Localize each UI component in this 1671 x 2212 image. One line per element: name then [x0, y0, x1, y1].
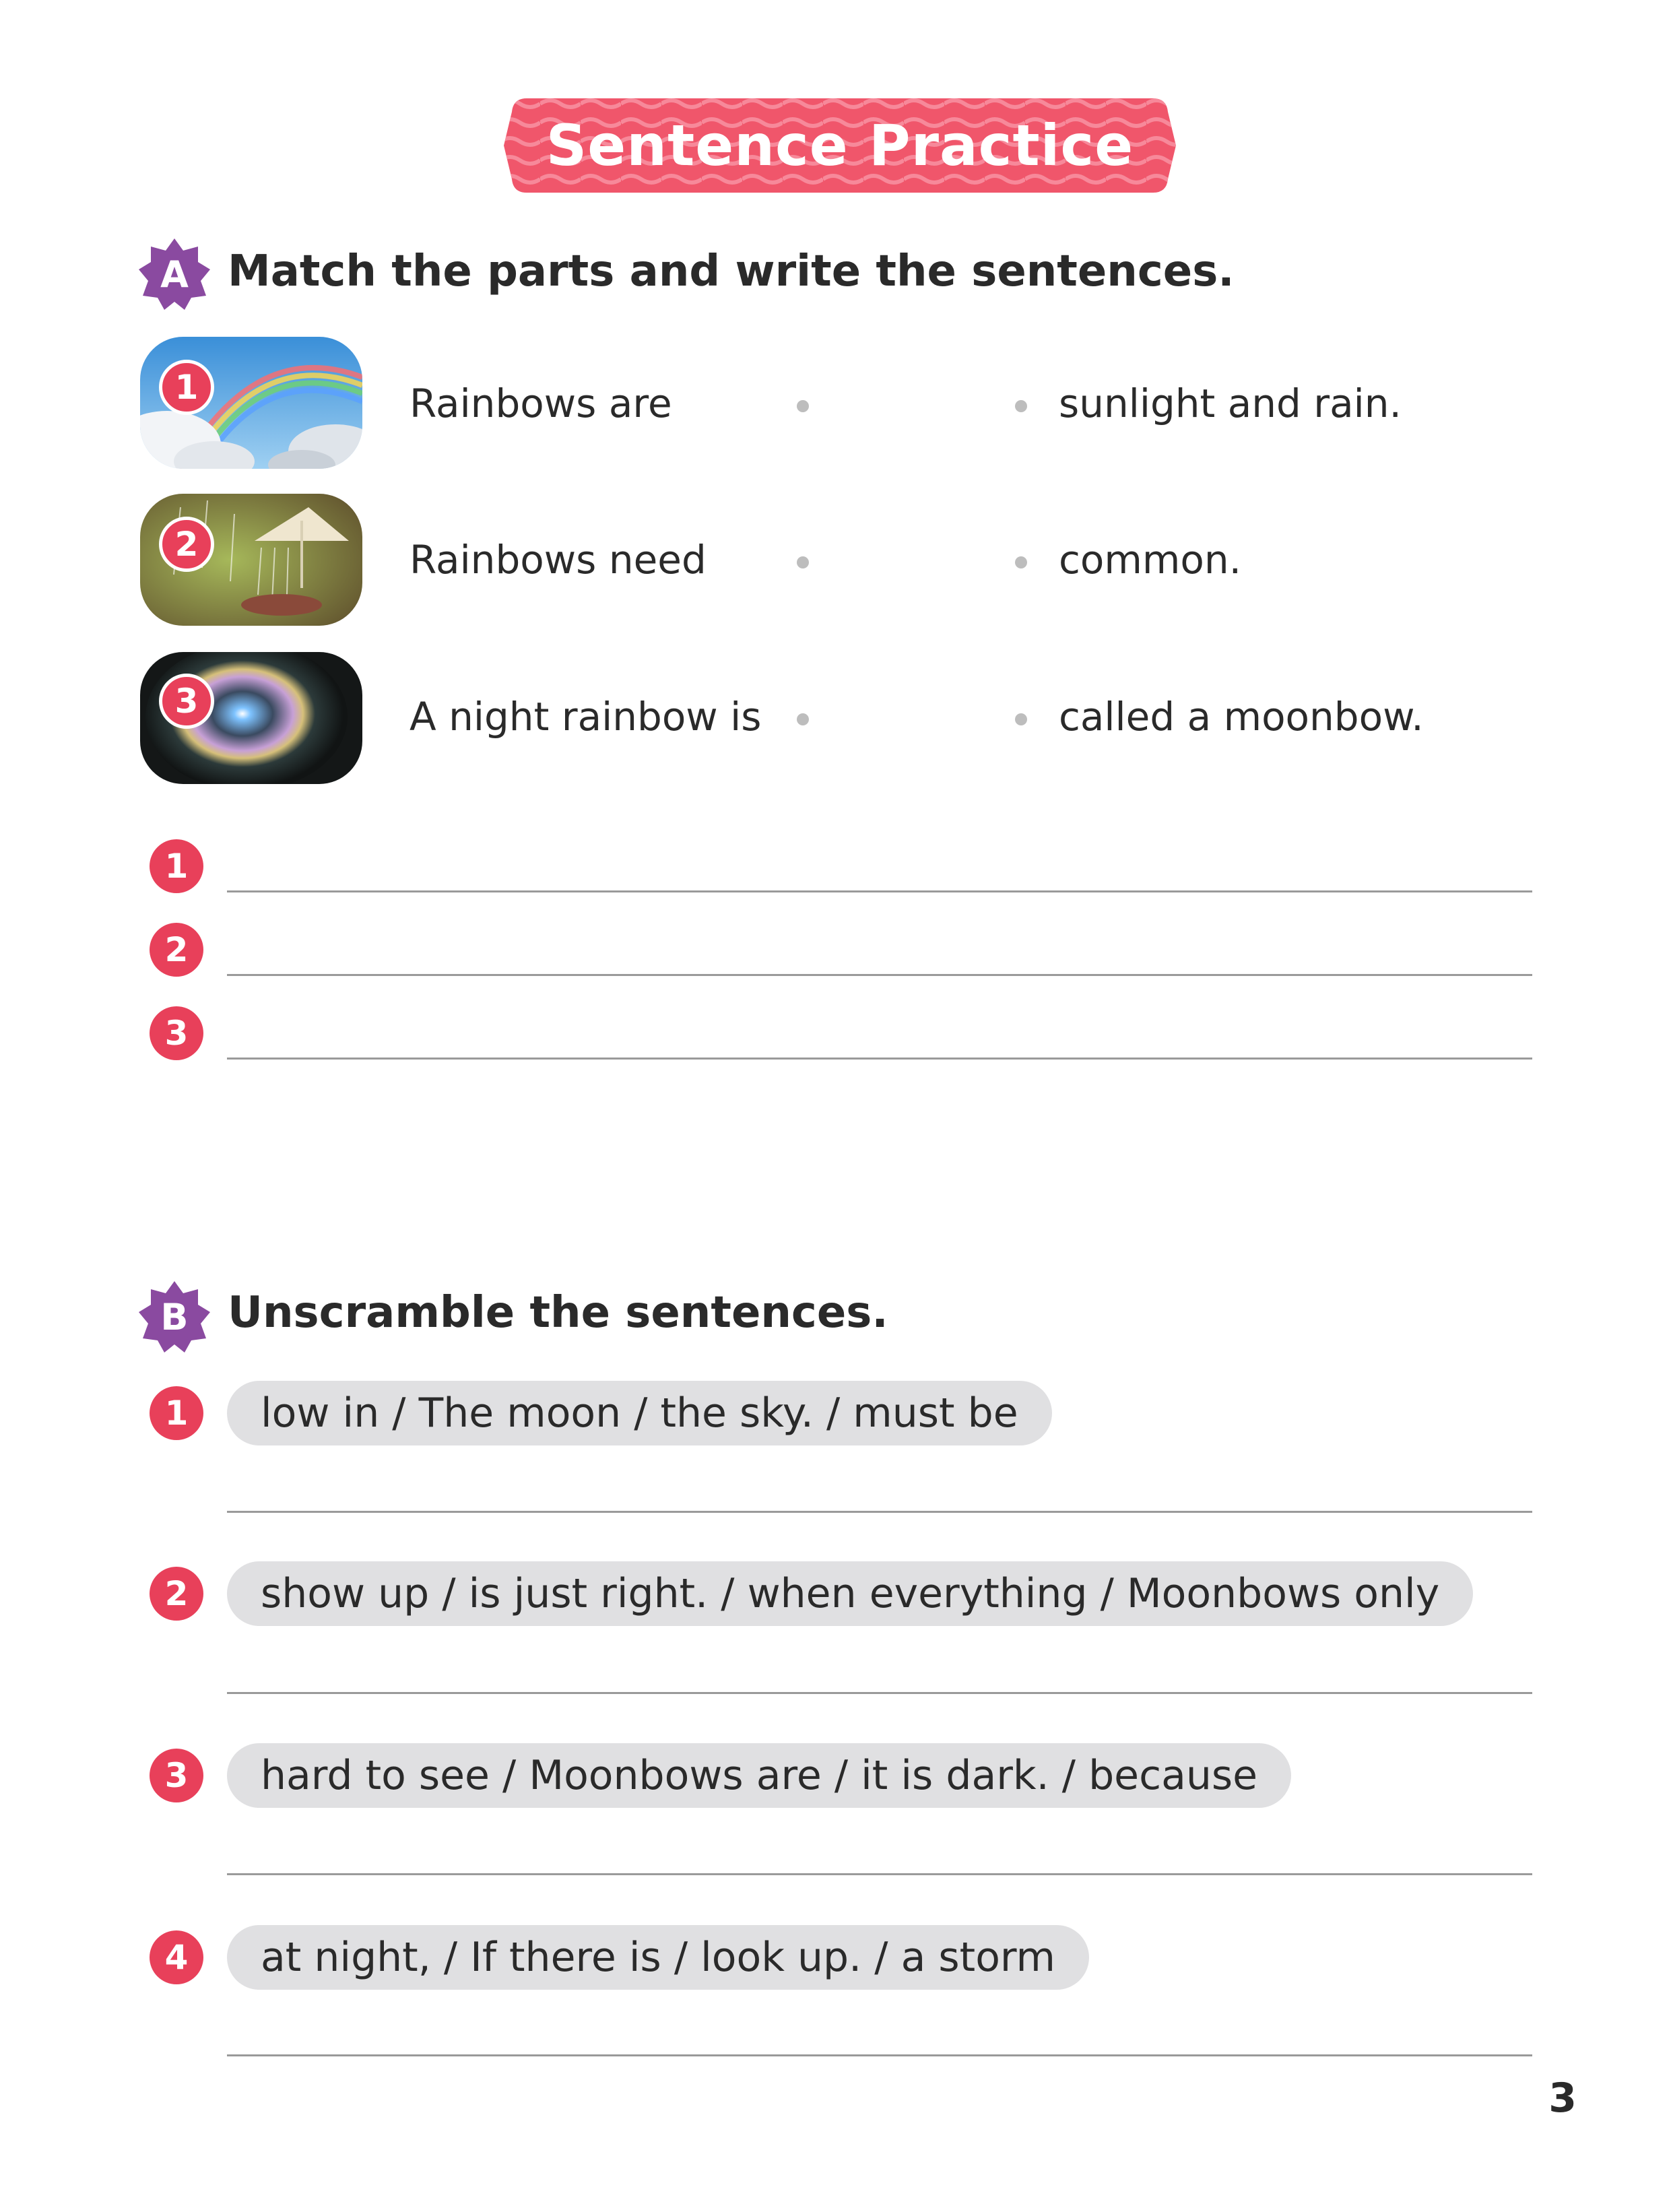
section-b-letter: B [160, 1295, 189, 1338]
match-right-dot[interactable] [1015, 713, 1027, 725]
answer-line[interactable] [227, 890, 1532, 892]
unscramble-number: 2 [150, 1567, 203, 1621]
match-left-text: Rainbows are [409, 381, 672, 426]
write-line-number: 2 [150, 923, 203, 977]
section-a-instruction: Match the parts and write the sentences. [228, 247, 1235, 296]
scrambled-phrase-pill: low in / The moon / the sky. / must be [227, 1381, 1052, 1445]
unscramble-number: 3 [150, 1749, 203, 1802]
scrambled-phrase-pill: show up / is just right. / when everything / Moonbows only [227, 1561, 1473, 1626]
page-title: Sentence Practice [546, 112, 1134, 178]
scrambled-phrase-pill: at night, / If there is / look up. / a storm [227, 1925, 1089, 1990]
answer-line[interactable] [227, 1511, 1532, 1513]
item-number-badge: 3 [159, 674, 214, 729]
answer-line[interactable] [227, 974, 1532, 976]
answer-line[interactable] [227, 2054, 1532, 2056]
write-line-number: 1 [150, 839, 203, 893]
match-left-text: A night rainbow is [409, 694, 762, 740]
unscramble-number: 1 [150, 1386, 203, 1440]
page-number: 3 [1548, 2075, 1577, 2122]
answer-line[interactable] [227, 1873, 1532, 1875]
item-number-badge: 1 [159, 360, 214, 415]
match-left-dot[interactable] [797, 400, 809, 412]
scrambled-phrase-pill: hard to see / Moonbows are / it is dark. / because [227, 1743, 1291, 1808]
match-left-text: Rainbows need [409, 537, 707, 583]
match-right-text: called a moonbow. [1059, 694, 1424, 740]
match-right-dot[interactable] [1015, 556, 1027, 568]
write-line-number: 3 [150, 1006, 203, 1060]
match-right-dot[interactable] [1015, 400, 1027, 412]
section-a-letter: A [160, 253, 189, 296]
section-b-instruction: Unscramble the sentences. [228, 1288, 888, 1338]
match-left-dot[interactable] [797, 556, 809, 568]
item-number-badge: 2 [159, 517, 214, 572]
unscramble-number: 4 [150, 1930, 203, 1984]
answer-line[interactable] [227, 1058, 1532, 1060]
match-right-text: sunlight and rain. [1059, 381, 1402, 426]
match-right-text: common. [1059, 537, 1242, 583]
match-left-dot[interactable] [797, 713, 809, 725]
answer-line[interactable] [227, 1692, 1532, 1694]
